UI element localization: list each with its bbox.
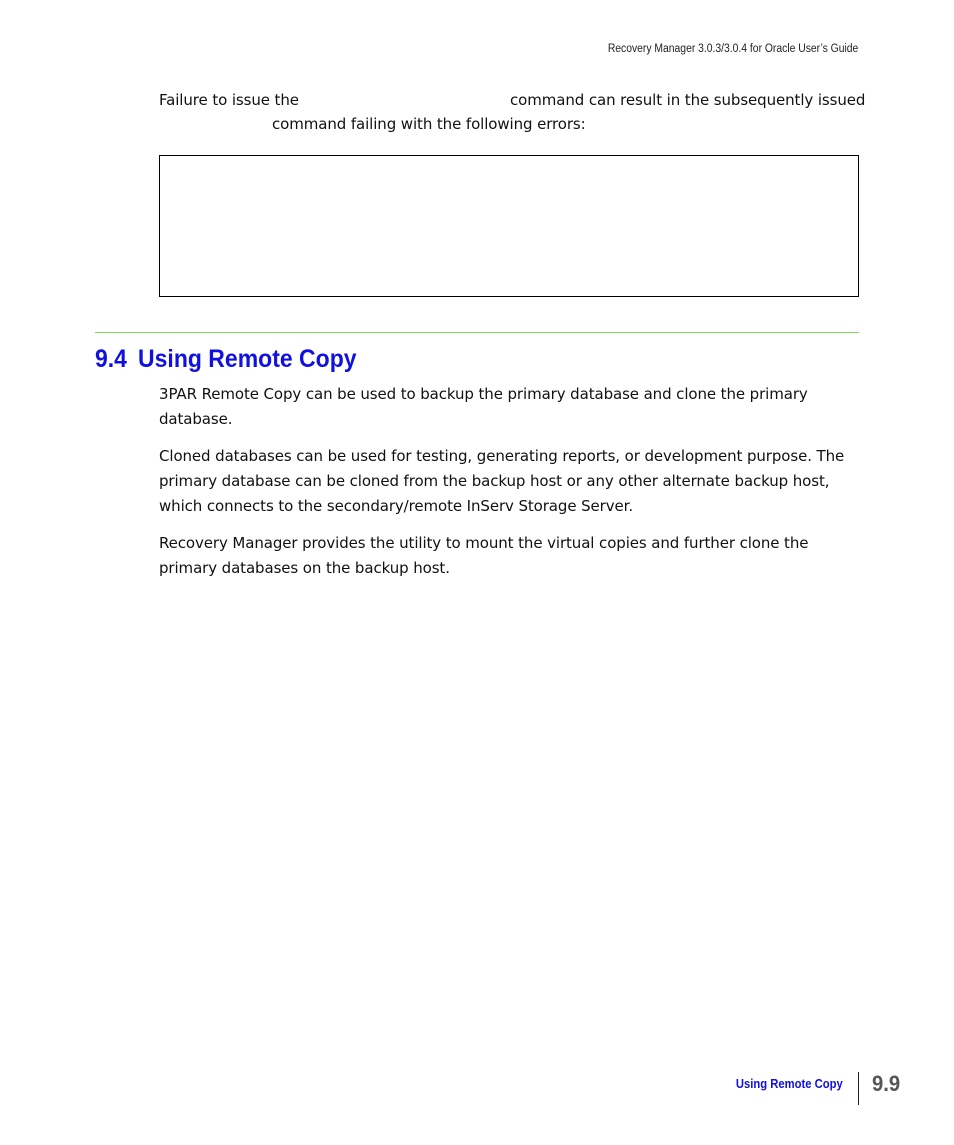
paragraph-cloned-databases: Cloned databases can be used for testing, generating reports, or development purpose. The primary database can be cloned from the backup host or any other alternate backup host, which connects to the secondary/remote InServ Storage Server.: [159, 447, 845, 515]
footer-divider: [858, 1072, 859, 1105]
intro-line-1: [159, 88, 866, 113]
error-output-box: [159, 155, 859, 297]
footer-section-title: Using Remote Copy: [736, 1077, 843, 1091]
running-header: Recovery Manager 3.0.3/3.0.4 for Oracle User’s Guide: [607, 43, 858, 55]
paragraph-recovery-manager-utility: Recovery Manager provides the utility to mount the virtual copies and further clone the primary databases on the backup host.: [159, 534, 809, 577]
page-number: 9.9: [872, 1071, 901, 1096]
section-number: 9.4: [95, 345, 127, 373]
paragraph-remote-copy-intro: 3PAR Remote Copy can be used to backup the primary database and clone the primary database.: [159, 385, 808, 428]
intro-text-before-command: Failure to issue the: [159, 91, 299, 109]
intro-text-after-command: command can result in the subsequently issued: [510, 91, 866, 109]
section-title: Using Remote Copy: [138, 345, 357, 373]
section-heading: [95, 342, 357, 376]
section-divider: [95, 332, 859, 333]
intro-line-2: command failing with the following errors:: [272, 115, 586, 133]
